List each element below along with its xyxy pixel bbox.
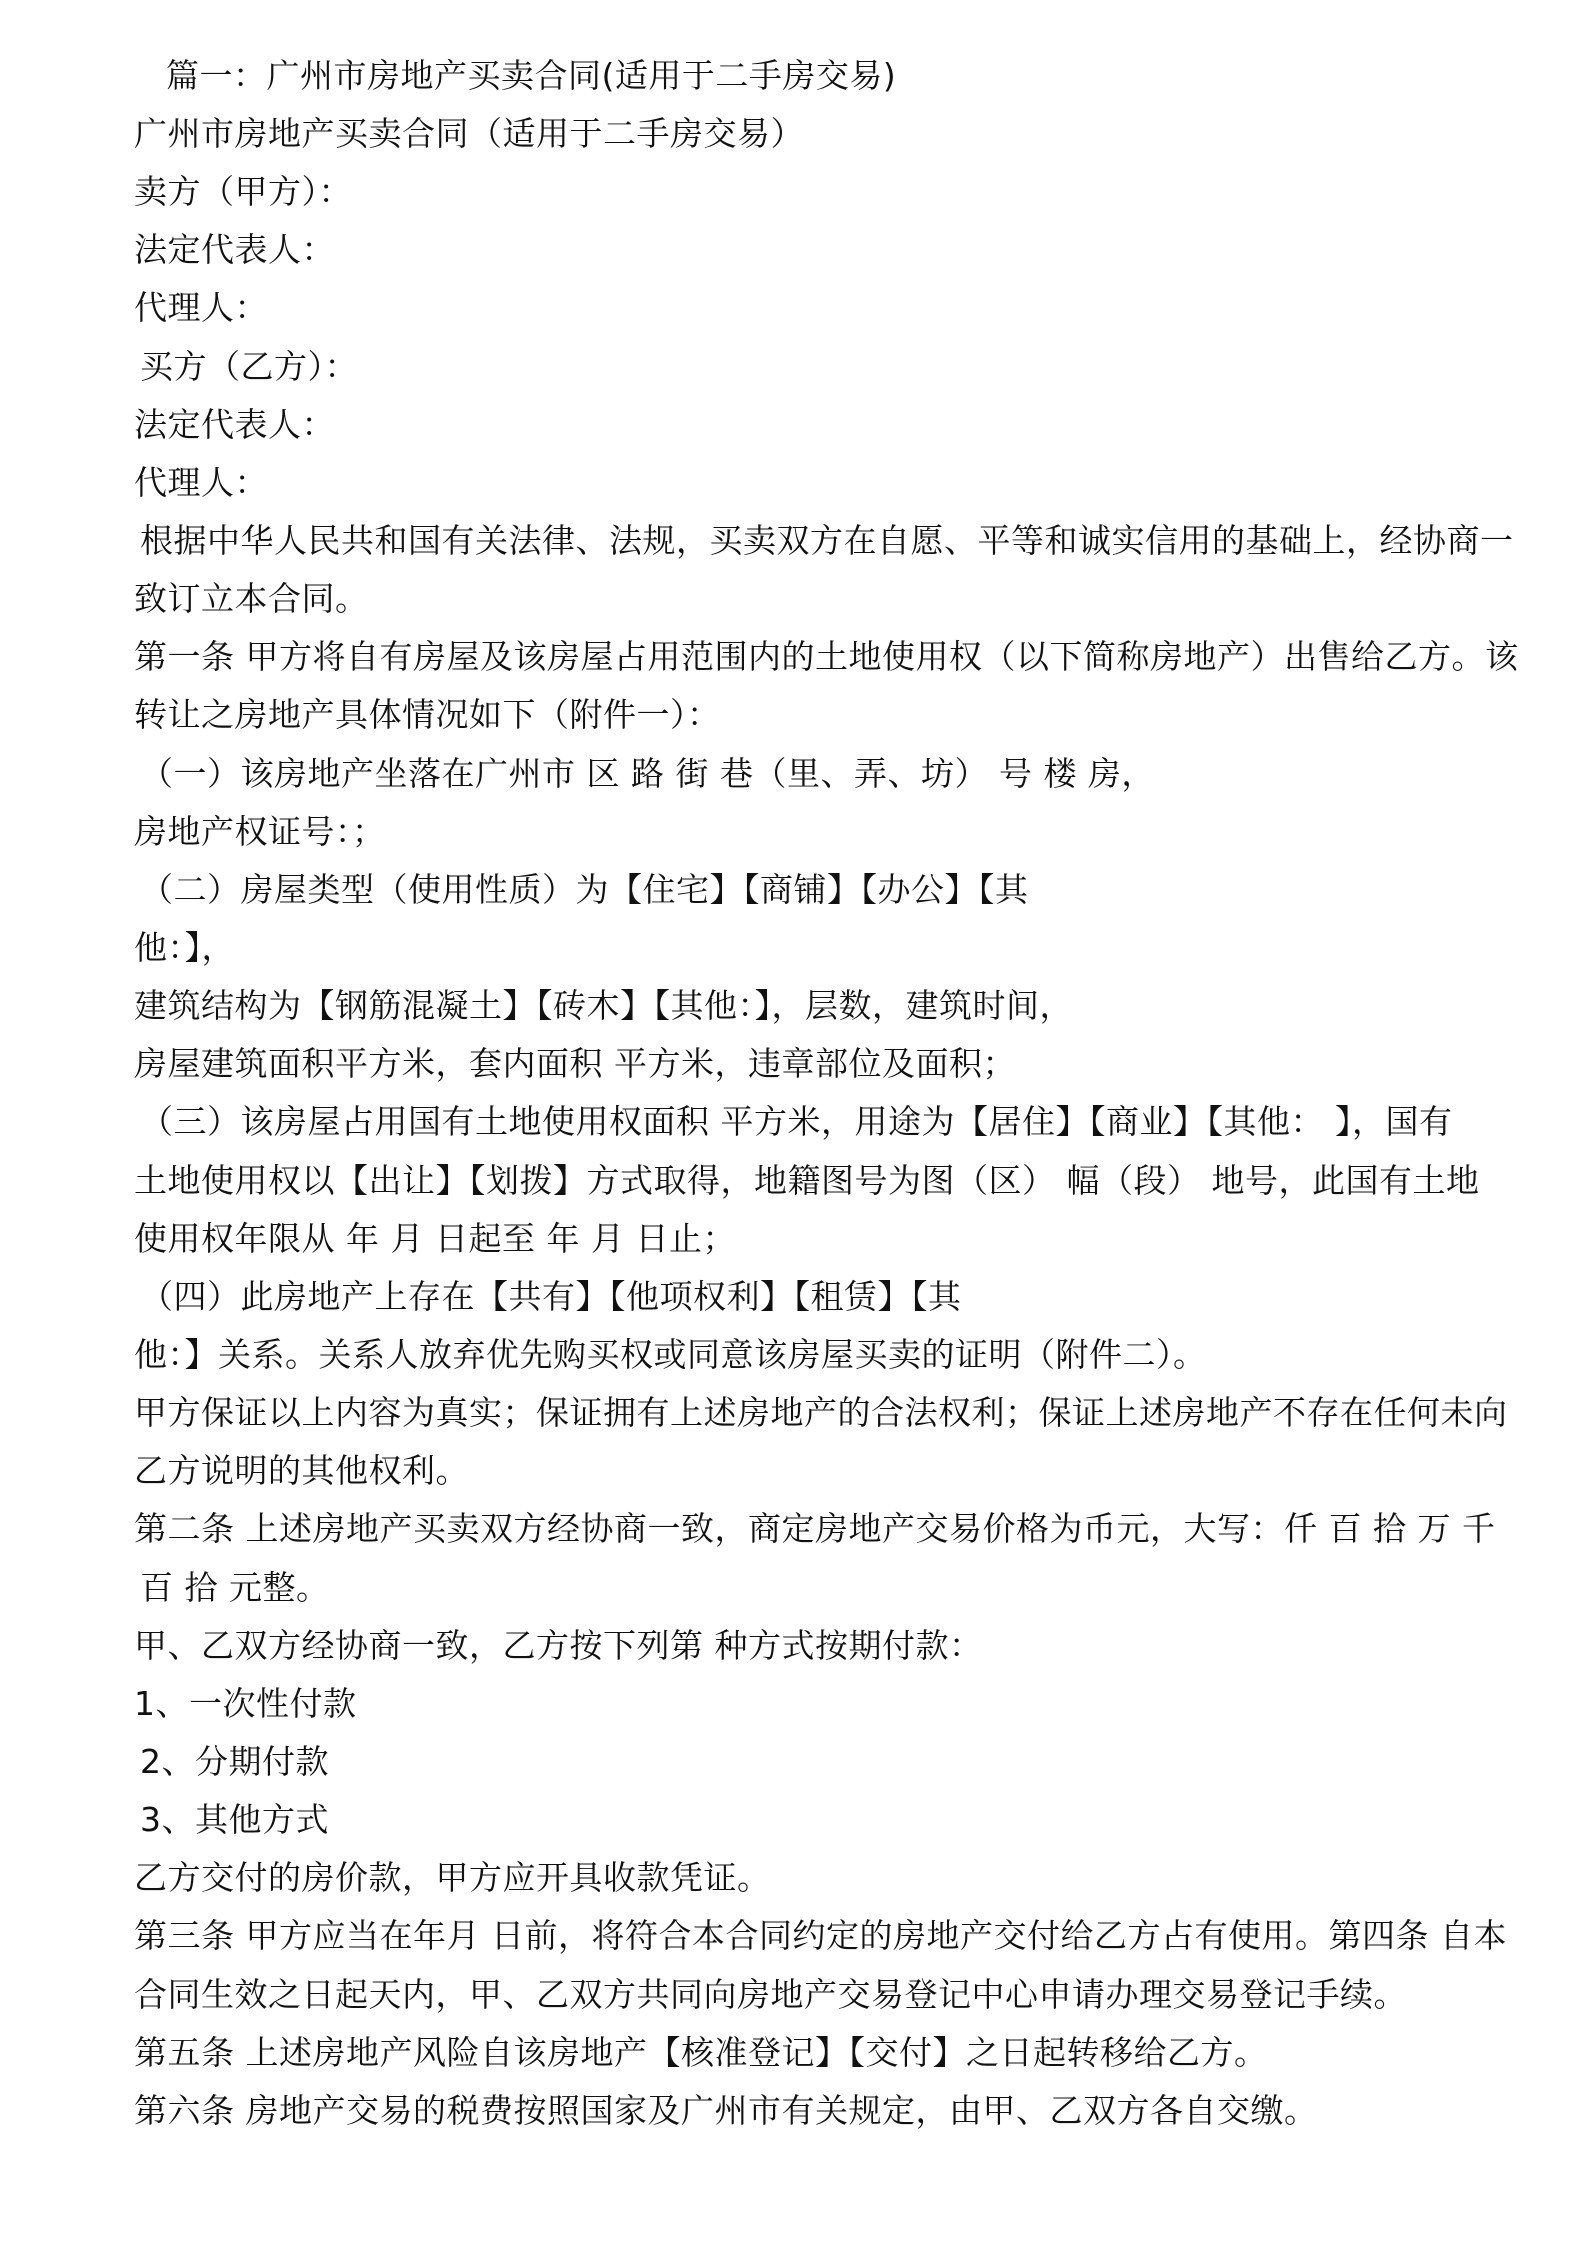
contract-title: 广州市房地产买卖合同（适用于二手房交易） [134, 114, 804, 153]
article-1-structure: 建筑结构为【钢筋混凝土】【砖木】【其他：】，层数，建筑时间， [134, 986, 1073, 1025]
seller-legal-rep-field: 法定代表人： [134, 230, 335, 269]
payment-receipt-note: 乙方交付的房价款，甲方应开具收款凭证。 [134, 1858, 771, 1897]
article-6: 第六条 房地产交易的税费按照国家及广州市有关规定，由甲、乙双方各自交缴。 [134, 2091, 1318, 2130]
seller-field: 卖方（甲方）： [134, 172, 352, 211]
article-1-item-1: （一）该房地产坐落在广州市 区 路 街 巷（里、弄、坊） 号 楼 房， [140, 754, 1155, 793]
article-1-item-4: （四）此房地产上存在【共有】【他项权利】【租赁】【其 [140, 1277, 962, 1316]
seller-guarantee: 甲方保证以上内容为真实；保证拥有上述房地产的合法权利；保证上述房地产不存在任何未向 [134, 1393, 1508, 1432]
article-2: 第二条 上述房地产买卖双方经协商一致，商定房地产交易价格为币元，大写：仟 百 拾 万 千 [134, 1509, 1496, 1548]
payment-method-intro: 甲、乙双方经协商一致，乙方按下列第 种方式按期付款： [134, 1626, 983, 1665]
section-title: 篇一：广州市房地产买卖合同(适用于二手房交易) [166, 56, 897, 95]
article-3-4: 第三条 甲方应当在年月 日前，将符合本合同约定的房地产交付给乙方占有使用。第四条 自本 [134, 1916, 1507, 1955]
article-1-cont: 转让之房地产具体情况如下（附件一）： [134, 695, 721, 734]
article-1-item-2-cont: 他：】， [134, 928, 235, 967]
article-1-item-4-cont: 他：】关系。关系人放弃优先购买权或同意该房屋买卖的证明（附件二）。 [134, 1335, 1207, 1374]
seller-agent-field: 代理人： [134, 288, 268, 327]
article-4-cont: 合同生效之日起天内，甲、乙双方共同向房地产交易登记中心申请办理交易登记手续。 [134, 1975, 1407, 2014]
article-1-item-3-term: 使用权年限从 年 月 日起至 年 月 日止； [134, 1219, 736, 1258]
buyer-legal-rep-field: 法定代表人： [134, 405, 335, 444]
article-1-item-3-cont: 土地使用权以【出让】【划拨】方式取得，地籍图号为图（区） 幅（段） 地号，此国有土地 [134, 1161, 1480, 1200]
article-5: 第五条 上述房地产风险自该房地产【核准登记】【交付】之日起转移给乙方。 [134, 2033, 1268, 2072]
seller-guarantee-cont: 乙方说明的其他权利。 [134, 1451, 469, 1490]
preamble-paragraph: 根据中华人民共和国有关法律、法规，买卖双方在自愿、平等和诚实信用的基础上，经协商一 [140, 521, 1514, 560]
buyer-agent-field: 代理人： [134, 463, 268, 502]
article-1-item-3: （三）该房屋占用国有土地使用权面积 平方米，用途为【居住】【商业】【其他： 】，国有 [140, 1102, 1453, 1141]
article-1-cert-number: 房地产权证号：； [134, 812, 386, 851]
payment-option-3: 3、其他方式 [140, 1800, 329, 1839]
buyer-field: 买方（乙方）： [140, 347, 358, 386]
payment-option-1: 1、一次性付款 [134, 1684, 357, 1723]
article-2-cont: 百 拾 元整。 [140, 1568, 330, 1607]
article-1-area: 房屋建筑面积平方米，套内面积 平方米，违章部位及面积； [134, 1044, 1016, 1083]
article-1: 第一条 甲方将自有房屋及该房屋占用范围内的土地使用权（以下简称房地产）出售给乙方。该 [134, 637, 1519, 676]
preamble-paragraph-cont: 致订立本合同。 [134, 579, 369, 618]
article-1-item-2: （二）房屋类型（使用性质）为【住宅】【商铺】【办公】【其 [140, 870, 1029, 909]
payment-option-2: 2、分期付款 [140, 1742, 329, 1781]
